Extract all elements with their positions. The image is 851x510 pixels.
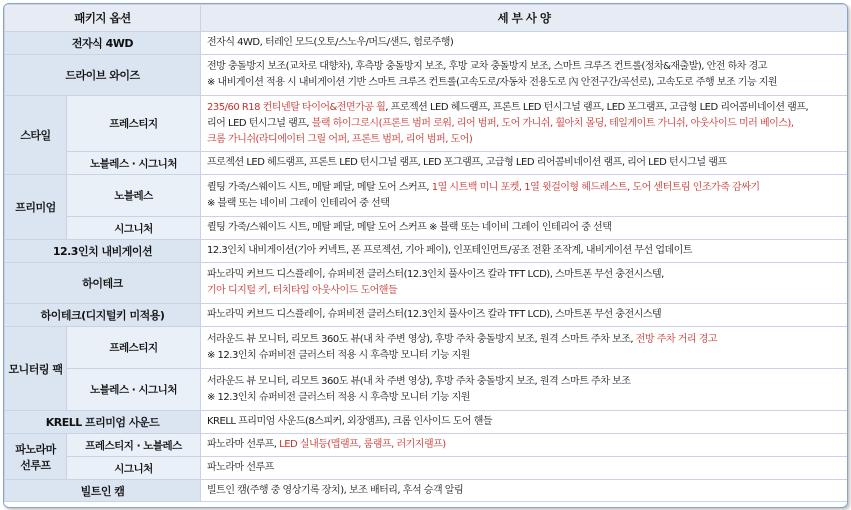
style-prestige: 프레스티지 [67,96,201,152]
highlight-text: 블랙 하이그로시(프론트 범퍼 로워, 리어 범퍼, 도어 가니쉬, 휠아치 몰딩, 테일게이트 가니쉬, 아웃사이드 미러 베이스), [311,117,794,129]
option-style: 스타일 [5,96,67,175]
style-noblesse-desc: 프로젝션 LED 헤드램프, 프론트 LED 턴시그널 램프, LED 포그램프, 고급형 LED 리어콤비네이션 램프, 리어 LED 턴시그널 램프 [201,152,848,175]
option-premium: 프리미엄 [5,175,67,240]
sunroof-prestige-noblesse: 프레스티지 · 노블레스 [67,434,201,457]
table-row [5,55,848,96]
table-row [5,327,848,369]
table-row [5,217,848,240]
desc-text: 파노라마 선루프, [207,439,280,450]
desc-text: 리어 LED 턴시그널 램프, [207,117,312,129]
highlight-text: 235/60 R18 컨티넨탈 타이어&전면가공 휠 [207,101,386,113]
desc-text: 서라운드 뷰 모니터, 리모트 360도 뷰(내 차 주변 영상), 후방 주차 충돌방지 보조, 원격 스마트 주차 보조, [207,333,636,345]
table-row [5,457,848,480]
table-row [5,411,848,434]
header-row [5,5,848,32]
desc-text: 퀼팅 가죽/스웨이드 시트, 메탈 페달, 메탈 도어 스커프, [207,181,432,193]
option-krell-sound-desc: KRELL 프리미엄 사운드(8스피커, 외장앰프), 크롬 인사이드 도어 핸들 [201,411,848,434]
table-row [5,175,848,217]
style-noblesse-signature: 노블레스 · 시그니처 [67,152,201,175]
desc-line: 서라운드 뷰 모니터, 리모트 360도 뷰(내 차 주변 영상), 후방 주차 충돌방지 보조, 원격 스마트 주차 보조 [207,375,631,387]
highlight-text: LED 실내등(맵램프, 룸램프, 러기지램프) [279,439,446,450]
option-awd-desc: 전자식 4WD, 터레인 모드(오토/스노우/머드/샌드, 험로주행) [201,32,848,55]
table-row [5,263,848,304]
option-hitech-desc [201,263,848,304]
desc-line: 파노라믹 커브드 디스플레이, 슈퍼비전 클러스터(12.3인치 풀사이즈 칼라 TFT LCD), 스마트폰 무선 충전시스템, [207,269,664,280]
highlight-text: 전방 주차 거리 경고 [635,333,718,345]
table-row [5,434,848,457]
option-builtin-cam-desc: 빌트인 캠(주행 중 영상기록 장치), 보조 배터리, 후석 승객 알림 [201,480,848,502]
premium-noblesse-desc [201,175,848,217]
highlight-text: 기아 디지털 키, 터치타입 아웃사이드 도어핸들 [207,285,398,296]
table-row [5,152,848,175]
desc-line: ※ 12.3인치 슈퍼비전 클러스터 적용 시 후측방 모니터 기능 지원 [207,349,470,361]
option-awd: 전자식 4WD [5,32,201,55]
table-row [5,480,848,502]
option-navigation-desc: 12.3인치 내비게이션(기아 커넥트, 폰 프로젝션, 기아 페이), 인포테인먼트/공조 전환 조작계, 내비게이션 무선 업데이트 [201,240,848,263]
sunroof-signature: 시그니처 [67,457,201,480]
option-monitoring-pack: 모니터링 팩 [5,327,67,411]
category-line: 파노라마 [15,442,56,456]
option-drive-wise: 드라이브 와이즈 [5,55,201,96]
desc-line [207,332,841,348]
highlight-text: 1열 시트백 미니 포켓, 1열 윗걸이형 헤드레스트, 도어 센터트림 인조가죽 감싸기 [431,181,760,193]
package-header: 패키지 옵션 [5,5,201,32]
monitoring-noblesse-signature: 노블레스 · 시그니처 [67,369,201,411]
option-navigation: 12.3인치 내비게이션 [5,240,201,263]
table-row [5,369,848,411]
table-row [5,240,848,263]
option-hitech-no-digital-key-desc: 파노라믹 커브드 디스플레이, 슈퍼비전 클러스터(12.3인치 풀사이즈 칼라 TFT LCD), 스마트폰 무선 충전시스템 [201,304,848,327]
sunroof-prestige-noblesse-desc [201,434,848,457]
desc-line: ※ 내비게이션 적용 시 내비게이션 기반 스마트 크루즈 컨트롤(고속도로/자동차 전용도로 內 안전구간/곡선로), 고속도로 주행 보조 기능 지원 [207,77,778,88]
desc-line [207,116,841,132]
option-krell-sound: KRELL 프리미엄 사운드 [5,411,201,434]
desc-text: , 프로젝션 LED 헤드램프, 프론트 LED 턴시그널 램프, LED 포그램프, 고급형 LED 리어콤비네이션 램프, [385,101,809,113]
highlight-text: 크롬 가니쉬(라디에이터 그릴 어퍼, 프론트 범퍼, 리어 범퍼, 도어) [207,133,473,145]
desc-line [207,180,841,196]
desc-line: ※ 블랙 또는 네이비 그레이 인테리어 중 선택 [207,197,390,209]
monitoring-prestige-desc [201,327,848,369]
package-options-table [4,4,848,502]
spec-header: 세 부 사 양 [201,5,848,32]
monitoring-noblesse-desc [201,369,848,411]
table-row [5,304,848,327]
option-hitech-no-digital-key: 하이테크(디지털키 미적용) [5,304,201,327]
premium-noblesse: 노블레스 [67,175,201,217]
desc-line [207,100,841,116]
option-builtin-cam: 빌트인 캠 [5,480,201,502]
desc-line: ※ 12.3인치 슈퍼비전 클러스터 적용 시 후측방 모니터 기능 지원 [207,391,470,403]
style-prestige-desc [201,96,848,152]
option-hitech: 하이테크 [5,263,201,304]
desc-line: 전방 충돌방지 보조(교차로 대향차), 후측방 충돌방지 보조, 후방 교차 충돌방지 보조, 스마트 크루즈 컨트롤(정차&재출발), 안전 하차 경고 [207,61,767,72]
table-row [5,32,848,55]
monitoring-prestige: 프레스티지 [67,327,201,369]
sunroof-signature-desc: 파노라마 선루프 [201,457,848,480]
option-drive-wise-desc [201,55,848,96]
premium-signature-desc: 퀼팅 가죽/스웨이드 시트, 메탈 페달, 메탈 도어 스커프 ※ 블랙 또는 네이비 그레이 인테리어 중 선택 [201,217,848,240]
premium-signature: 시그니처 [67,217,201,240]
table-row [5,96,848,152]
package-options-table-frame [3,3,848,508]
option-panorama-sunroof [5,434,67,480]
category-line: 선루프 [20,458,51,472]
